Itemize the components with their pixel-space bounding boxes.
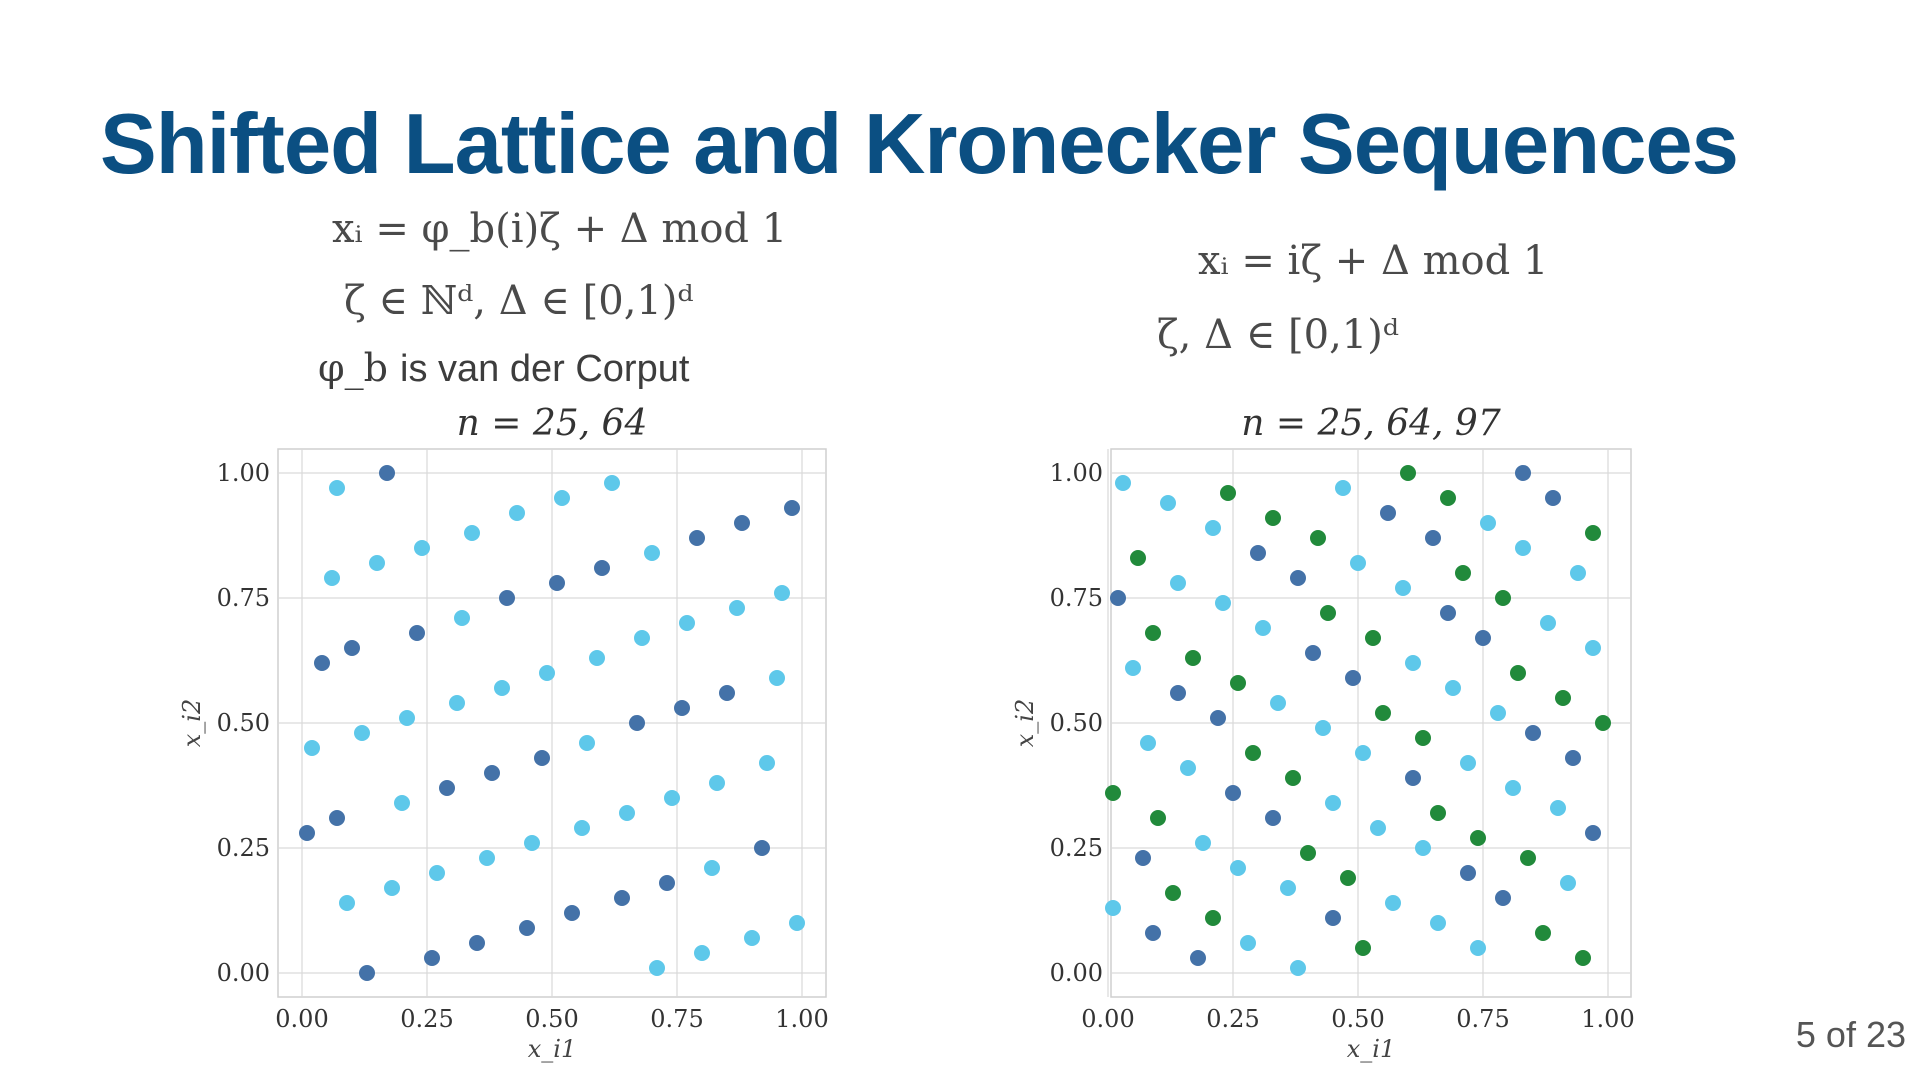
data-point <box>1325 910 1341 926</box>
data-point <box>1460 755 1476 771</box>
y-tick-label: 0.50 <box>1049 709 1103 737</box>
y-tick-label: 1.00 <box>1049 459 1103 487</box>
slide-title: Shifted Lattice and Kronecker Sequences <box>100 97 1738 192</box>
data-point <box>1495 890 1511 906</box>
x-tick-label: 0.25 <box>1206 1005 1260 1033</box>
data-point <box>1170 685 1186 701</box>
data-point <box>1285 770 1301 786</box>
data-point <box>1185 650 1201 666</box>
data-point <box>1205 910 1221 926</box>
data-point <box>1535 925 1551 941</box>
left-formula-line2-text: ζ ∈ ℕᵈ, Δ ∈ [0,1)ᵈ <box>344 278 694 324</box>
data-point <box>1575 950 1591 966</box>
y-axis-label: x_i2 <box>1011 698 1039 748</box>
van-der-corput-text: is van der Corput <box>400 348 690 390</box>
x-tick-label: 0.25 <box>400 1005 454 1033</box>
data-point <box>1230 860 1246 876</box>
data-point <box>1430 805 1446 821</box>
data-point <box>1570 565 1586 581</box>
data-point <box>1510 665 1526 681</box>
data-point <box>1375 705 1391 721</box>
data-point <box>1405 770 1421 786</box>
data-point <box>1350 555 1366 571</box>
y-tick-label: 0.75 <box>1049 584 1103 612</box>
data-point <box>1480 515 1496 531</box>
x-tick-label: 0.75 <box>650 1005 704 1033</box>
data-point <box>1475 630 1491 646</box>
data-point <box>1195 835 1211 851</box>
data-point <box>1585 825 1601 841</box>
data-point <box>1525 725 1541 741</box>
data-point <box>1310 530 1326 546</box>
data-point <box>1355 940 1371 956</box>
data-point <box>1160 495 1176 511</box>
data-point <box>1470 830 1486 846</box>
x-tick-label: 0.75 <box>1456 1005 1510 1033</box>
data-point <box>1220 485 1236 501</box>
phi-b-symbol: φ_b <box>318 346 388 390</box>
data-point <box>1495 590 1511 606</box>
data-point <box>1490 705 1506 721</box>
data-point <box>1405 655 1421 671</box>
data-point <box>1255 620 1271 636</box>
data-point <box>1400 465 1416 481</box>
data-point <box>1265 810 1281 826</box>
data-point <box>1440 605 1456 621</box>
y-tick-label: 0.50 <box>216 709 270 737</box>
data-point <box>1125 660 1141 676</box>
data-point <box>1335 480 1351 496</box>
data-point <box>1340 870 1356 886</box>
data-point <box>1425 530 1441 546</box>
data-point <box>1345 670 1361 686</box>
data-point <box>1355 745 1371 761</box>
data-point <box>1460 865 1476 881</box>
data-point <box>1190 950 1206 966</box>
data-point <box>1415 730 1431 746</box>
data-point <box>1280 880 1296 896</box>
data-point <box>1305 645 1321 661</box>
data-point <box>1105 900 1121 916</box>
data-point <box>1320 605 1336 621</box>
x-axis-label: x_i1 <box>527 1035 577 1063</box>
data-point <box>1250 545 1266 561</box>
x-tick-label: 0.00 <box>1081 1005 1135 1033</box>
data-point <box>1165 885 1181 901</box>
data-point <box>1560 875 1576 891</box>
data-point <box>1470 940 1486 956</box>
chart-title: n = 25, 64, 97 <box>1241 403 1501 444</box>
y-tick-label: 1.00 <box>216 459 270 487</box>
data-point <box>1265 510 1281 526</box>
data-point <box>1115 475 1131 491</box>
data-point <box>1145 625 1161 641</box>
data-point <box>1145 925 1161 941</box>
data-point <box>1415 840 1431 856</box>
data-point <box>1595 715 1611 731</box>
data-point <box>1385 895 1401 911</box>
data-point <box>1245 745 1261 761</box>
data-point <box>1315 720 1331 736</box>
y-tick-label: 0.25 <box>1049 834 1103 862</box>
data-point <box>1540 615 1556 631</box>
data-point <box>1520 850 1536 866</box>
data-point <box>1565 750 1581 766</box>
data-point <box>1440 490 1456 506</box>
data-point <box>1170 575 1186 591</box>
right-formula-line2-text: ζ, Δ ∈ [0,1)ᵈ <box>1157 312 1399 358</box>
left-formula-line1-text: xᵢ = φ_b(i)ζ + Δ mod 1 <box>332 206 788 252</box>
data-point <box>1545 490 1561 506</box>
y-tick-label: 0.00 <box>1049 959 1103 987</box>
data-point <box>1515 540 1531 556</box>
data-point <box>1380 505 1396 521</box>
data-point <box>1325 795 1341 811</box>
data-point <box>1365 630 1381 646</box>
x-tick-label: 0.50 <box>1331 1005 1385 1033</box>
data-point <box>1130 550 1146 566</box>
data-point <box>1210 710 1226 726</box>
data-point <box>1110 590 1126 606</box>
data-point <box>1215 595 1231 611</box>
data-point <box>1550 800 1566 816</box>
y-axis-label: x_i2 <box>178 698 206 748</box>
data-point <box>1455 565 1471 581</box>
data-point <box>1515 465 1531 481</box>
data-point <box>1445 680 1461 696</box>
data-point <box>1290 570 1306 586</box>
y-tick-label: 0.00 <box>216 959 270 987</box>
x-tick-label: 1.00 <box>1581 1005 1635 1033</box>
data-point <box>1240 935 1256 951</box>
page-number: 5 of 23 <box>1795 1014 1906 1055</box>
data-point <box>1180 760 1196 776</box>
data-point <box>1585 525 1601 541</box>
data-point <box>1140 735 1156 751</box>
data-point <box>1105 785 1121 801</box>
data-point <box>1585 640 1601 656</box>
x-tick-label: 0.00 <box>275 1005 329 1033</box>
data-point <box>1270 695 1286 711</box>
data-point <box>1555 690 1571 706</box>
data-point <box>1300 845 1316 861</box>
data-point <box>1135 850 1151 866</box>
y-tick-label: 0.75 <box>216 584 270 612</box>
data-point <box>1430 915 1446 931</box>
right-formula-line1-text: xᵢ = iζ + Δ mod 1 <box>1198 238 1549 284</box>
data-point <box>1505 780 1521 796</box>
data-point <box>1395 580 1411 596</box>
x-tick-label: 0.50 <box>525 1005 579 1033</box>
x-axis-label: x_i1 <box>1346 1035 1396 1063</box>
chart-title: n = 25, 64 <box>456 403 648 444</box>
x-tick-label: 1.00 <box>775 1005 829 1033</box>
data-point <box>1150 810 1166 826</box>
data-point <box>1225 785 1241 801</box>
data-point <box>1205 520 1221 536</box>
data-point <box>1290 960 1306 976</box>
data-point <box>1370 820 1386 836</box>
y-tick-label: 0.25 <box>216 834 270 862</box>
data-point <box>1230 675 1246 691</box>
